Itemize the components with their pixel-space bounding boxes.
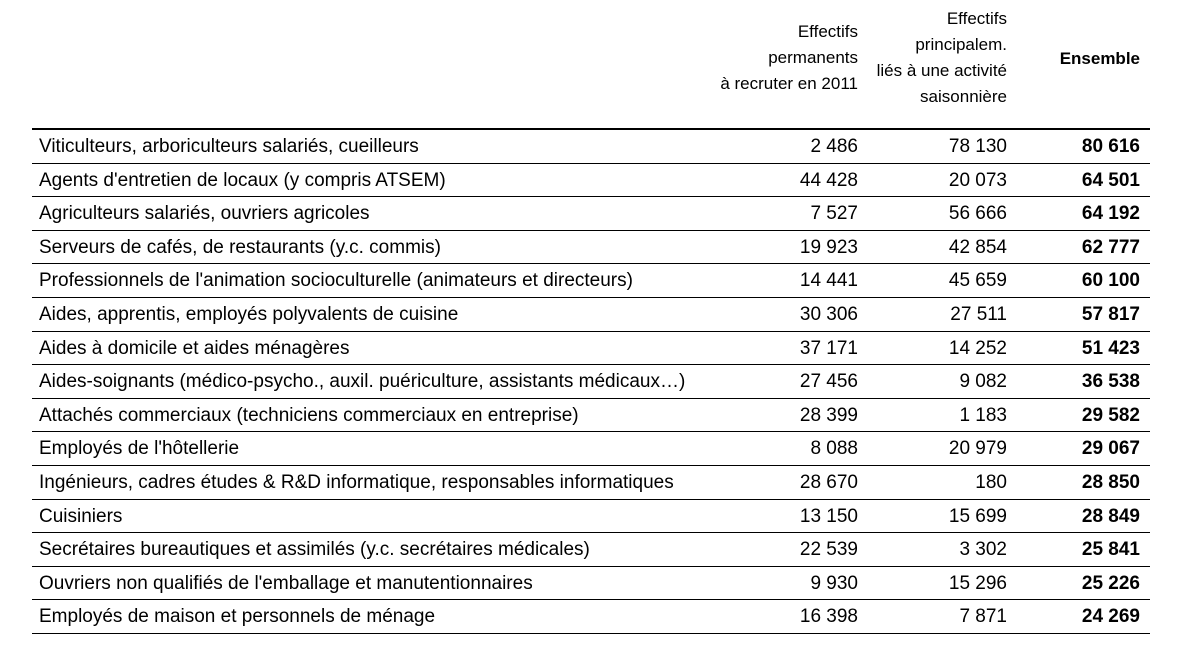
cell-permanents: 16 398 bbox=[799, 606, 858, 628]
table-body bbox=[32, 130, 1150, 634]
row-label: Ouvriers non qualifiés de l'emballage et manutentionnaires bbox=[39, 572, 533, 594]
cell-saisonniers: 3 302 bbox=[959, 539, 1007, 561]
cell-saisonniers: 20 979 bbox=[948, 438, 1007, 460]
cell-ensemble: 25 226 bbox=[1081, 572, 1140, 594]
row-label: Aides à domicile et aides ménagères bbox=[39, 337, 350, 359]
cell-permanents: 8 088 bbox=[810, 438, 858, 460]
cell-saisonniers: 15 296 bbox=[948, 572, 1007, 594]
header-line: liés à une activité bbox=[876, 61, 1007, 80]
cell-saisonniers: 27 511 bbox=[950, 303, 1007, 325]
cell-ensemble: 57 817 bbox=[1081, 303, 1140, 325]
cell-ensemble: 80 616 bbox=[1081, 136, 1140, 157]
cell-permanents: 27 456 bbox=[799, 371, 858, 393]
table-row bbox=[32, 466, 1150, 500]
row-label: Viticulteurs, arboriculteurs salariés, cueilleurs bbox=[39, 136, 419, 157]
table-row bbox=[32, 130, 1150, 164]
table-row bbox=[32, 332, 1150, 366]
cell-permanents: 30 306 bbox=[799, 303, 858, 325]
table-row bbox=[32, 500, 1150, 534]
header-line: Effectifs bbox=[797, 22, 858, 41]
cell-saisonniers: 1 183 bbox=[959, 404, 1007, 426]
row-label: Agriculteurs salariés, ouvriers agricoles bbox=[39, 203, 370, 225]
row-label: Agents d'entretien de locaux (y compris ATSEM) bbox=[39, 169, 446, 191]
cell-permanents: 22 539 bbox=[799, 539, 858, 561]
header-line: permanents bbox=[768, 48, 858, 67]
cell-saisonniers: 45 659 bbox=[948, 270, 1007, 292]
cell-ensemble: 25 841 bbox=[1081, 539, 1140, 561]
row-label: Employés de l'hôtellerie bbox=[39, 438, 240, 460]
header-line: Effectifs bbox=[946, 9, 1007, 28]
header-ensemble: Ensemble bbox=[1059, 49, 1140, 68]
table-row bbox=[32, 600, 1150, 634]
cell-saisonniers: 56 666 bbox=[948, 203, 1007, 225]
cell-saisonniers: 15 699 bbox=[948, 505, 1007, 527]
cell-saisonniers: 14 252 bbox=[948, 337, 1007, 359]
table-row bbox=[32, 533, 1150, 567]
header-line: à recruter en 2011 bbox=[720, 74, 858, 93]
row-label: Professionnels de l'animation socioculturelle (animateurs et directeurs) bbox=[39, 270, 633, 292]
cell-saisonniers: 20 073 bbox=[948, 169, 1007, 191]
cell-permanents: 2 486 bbox=[810, 136, 858, 157]
cell-ensemble: 24 269 bbox=[1081, 606, 1140, 628]
row-label: Secrétaires bureautiques et assimilés (y.c. secrétaires médicales) bbox=[39, 539, 590, 561]
cell-permanents: 44 428 bbox=[799, 169, 858, 191]
cell-ensemble: 62 777 bbox=[1081, 236, 1140, 258]
table-row bbox=[32, 264, 1150, 298]
cell-ensemble: 60 100 bbox=[1081, 270, 1140, 292]
row-label: Attachés commerciaux (techniciens commerciaux en entreprise) bbox=[39, 404, 579, 426]
table-row bbox=[32, 567, 1150, 601]
cell-ensemble: 28 850 bbox=[1081, 471, 1140, 493]
header-line: saisonnière bbox=[920, 87, 1007, 106]
cell-permanents: 19 923 bbox=[799, 236, 858, 258]
cell-saisonniers: 9 082 bbox=[959, 371, 1007, 393]
row-label: Ingénieurs, cadres études & R&D informatique, responsables informatiques bbox=[39, 471, 674, 493]
recruitment-table bbox=[32, 0, 1150, 634]
cell-permanents: 14 441 bbox=[799, 270, 858, 292]
table-row bbox=[32, 231, 1150, 265]
row-label: Employés de maison et personnels de ménage bbox=[39, 606, 436, 628]
cell-ensemble: 29 582 bbox=[1081, 404, 1140, 426]
cell-ensemble: 51 423 bbox=[1081, 337, 1140, 359]
cell-saisonniers: 78 130 bbox=[948, 136, 1007, 157]
table-row bbox=[32, 432, 1150, 466]
cell-permanents: 7 527 bbox=[810, 203, 858, 225]
cell-permanents: 13 150 bbox=[799, 505, 858, 527]
cell-permanents: 28 399 bbox=[799, 404, 858, 426]
cell-saisonniers: 180 bbox=[975, 471, 1007, 493]
row-label: Serveurs de cafés, de restaurants (y.c. commis) bbox=[39, 236, 441, 258]
table-row bbox=[32, 365, 1150, 399]
cell-ensemble: 64 501 bbox=[1081, 169, 1140, 191]
table-row bbox=[32, 298, 1150, 332]
table-row bbox=[32, 399, 1150, 433]
cell-ensemble: 36 538 bbox=[1081, 371, 1140, 393]
cell-ensemble: 29 067 bbox=[1081, 438, 1140, 460]
cell-ensemble: 28 849 bbox=[1081, 505, 1140, 527]
row-label: Aides, apprentis, employés polyvalents de cuisine bbox=[39, 303, 459, 325]
row-label: Aides-soignants (médico-psycho., auxil. puériculture, assistants médicaux…) bbox=[39, 371, 686, 393]
cell-permanents: 9 930 bbox=[810, 572, 858, 594]
cell-saisonniers: 7 871 bbox=[959, 606, 1007, 628]
header-line: principalem. bbox=[915, 35, 1007, 54]
header-saisonniers bbox=[827, 6, 1007, 110]
table-row bbox=[32, 164, 1150, 198]
table-header bbox=[32, 0, 1150, 128]
cell-ensemble: 64 192 bbox=[1081, 203, 1140, 225]
table-row bbox=[32, 197, 1150, 231]
cell-permanents: 28 670 bbox=[799, 471, 858, 493]
cell-saisonniers: 42 854 bbox=[948, 236, 1007, 258]
row-label: Cuisiniers bbox=[39, 505, 123, 527]
cell-permanents: 37 171 bbox=[799, 337, 858, 359]
